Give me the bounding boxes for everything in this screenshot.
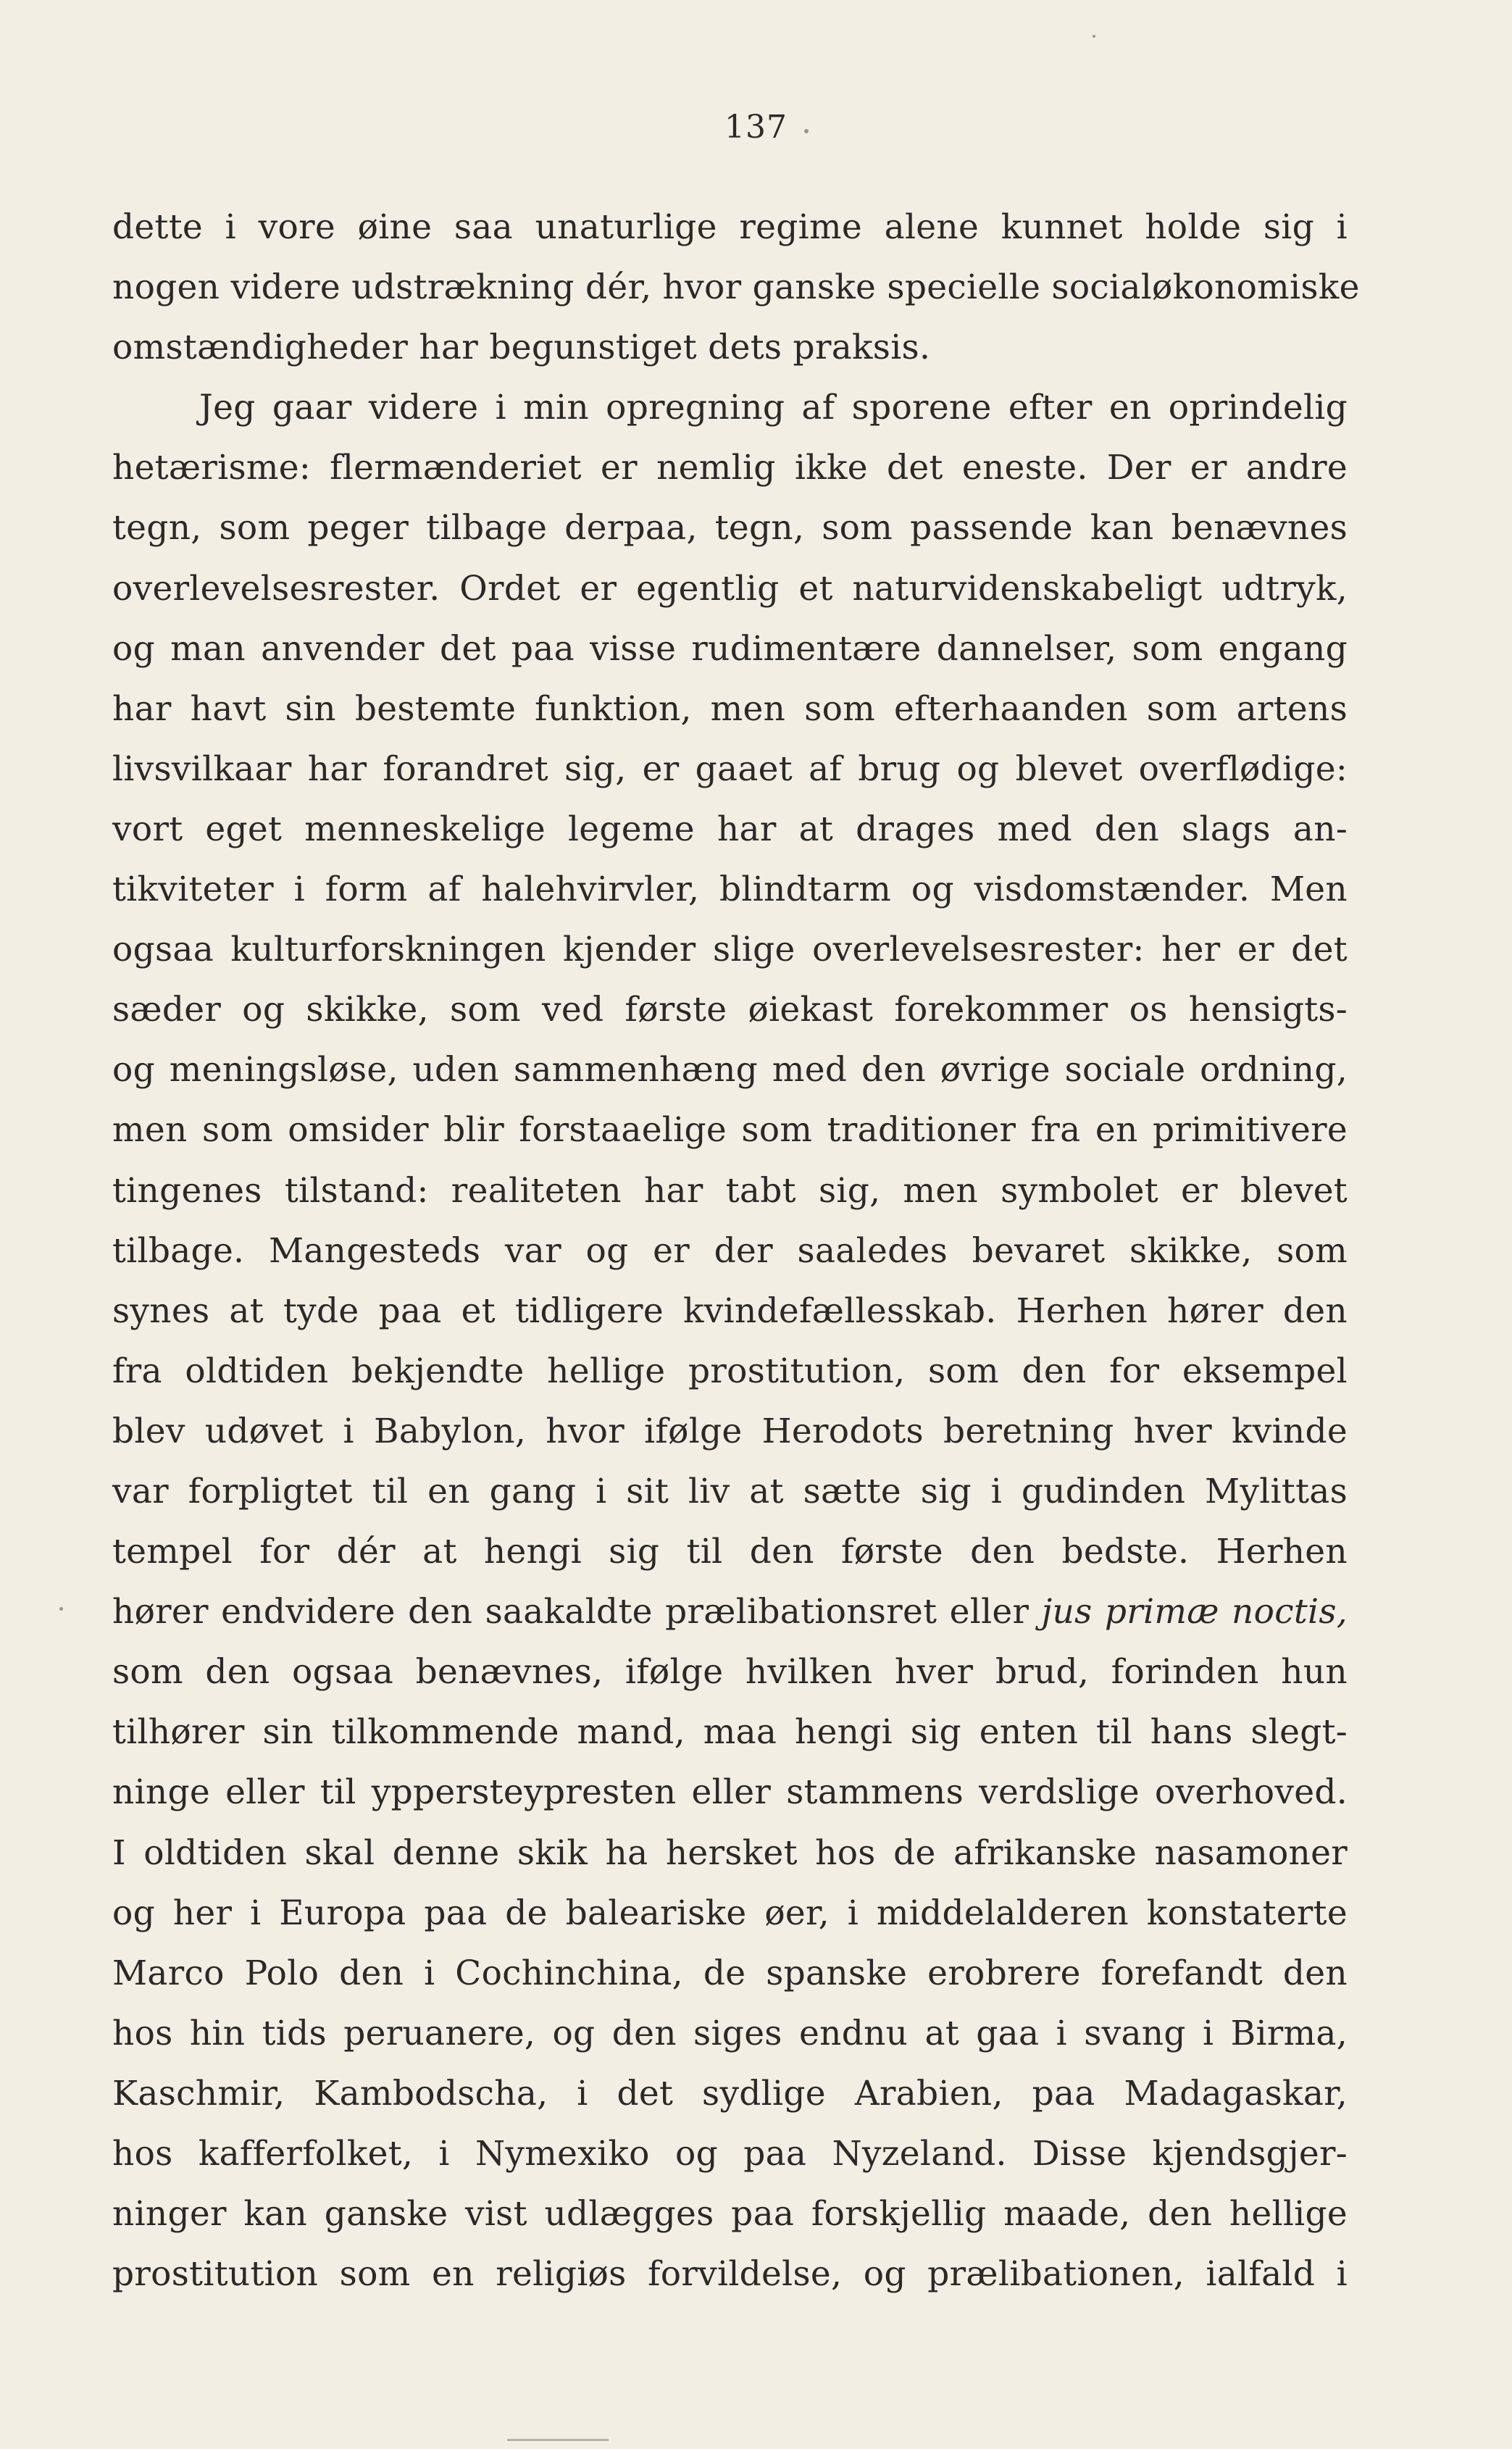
text-line: prostitution som en religiøs forvildelse, og prælibationen, ialfald i — [112, 2254, 1348, 2295]
text-line: og meningsløse, uden sammenhæng med den øvrige sociale ordning, — [112, 1050, 1348, 1090]
text-line: men som omsider blir forstaaelige som traditioner fra en primitivere — [112, 1110, 1348, 1151]
page-number: 137 — [724, 109, 788, 146]
text-line: hos hin tids peruanere, og den siges endnu at gaa i svang i Birma, — [112, 2013, 1348, 2053]
text-line: ninge eller til yppersteypresten eller stammens verdslige overhoved. — [112, 1772, 1348, 1813]
text-line: tempel for dér at hengi sig til den første den bedste. Herhen — [112, 1532, 1348, 1572]
text-line: blev udøvet i Babylon, hvor ifølge Herodots beretning hver kvinde — [112, 1411, 1348, 1451]
text-line: ogsaa kulturforskningen kjender slige overlevelsesrester: her er det — [112, 930, 1348, 970]
text-line: I oldtiden skal denne skik ha hersket hos de afrikanske nasamoner — [112, 1832, 1348, 1873]
text-line: tilbage. Mangesteds var og er der saaledes bevaret skikke, som — [112, 1230, 1348, 1271]
text-line: overlevelsesrester. Ordet er egentlig et naturvidenskabeligt udtryk, — [112, 568, 1348, 609]
text-line: Kaschmir, Kambodscha, i det sydlige Arabien, paa Madagaskar, — [112, 2073, 1348, 2114]
text-line: og her i Europa paa de baleariske øer, i middelalderen konstaterte — [112, 1893, 1348, 1933]
text-line: ninger kan ganske vist udlægges paa forskjellig maade, den hellige — [112, 2194, 1348, 2235]
paper-speck — [804, 129, 809, 133]
italic-phrase: jus primæ noctis, — [1041, 1592, 1348, 1632]
text-span: hører endvidere den saakaldte prælibationsret eller — [112, 1592, 1029, 1632]
text-line: omstændigheder har begunstiget dets praksis. — [112, 327, 931, 368]
text-line: sæder og skikke, som ved første øiekast forekommer os hensigts- — [112, 990, 1348, 1030]
text-line: hetærisme: flermænderiet er nemlig ikke det eneste. Der er andre — [112, 448, 1348, 488]
text-line: har havt sin bestemte funktion, men som efterhaanden som artens — [112, 688, 1348, 729]
text-line: fra oldtiden bekjendte hellige prostitution, som den for eksempel — [112, 1351, 1348, 1391]
text-line: vort eget menneskelige legeme har at drages med den slags an- — [112, 809, 1348, 849]
body-text — [112, 197, 1360, 2304]
paragraph-first-line: Jeg gaar videre i min opregning af sporene efter en oprindelig — [199, 388, 1348, 428]
text-line: tilhører sin tilkommende mand, maa hengi sig enten til hans slegt- — [112, 1712, 1348, 1753]
text-line: nogen videre udstrækning dér, hvor ganske specielle socialøkonomiske — [112, 267, 1360, 308]
paper-speck — [1093, 35, 1095, 38]
text-line: tikviteter i form af halehvirvler, blindtarm og visdomstænder. Men — [112, 869, 1348, 910]
text-line: som den ogsaa benævnes, ifølge hvilken hver brud, forinden hun — [112, 1652, 1348, 1693]
text-line: og man anvender det paa visse rudimentære dannelser, som engang — [112, 628, 1348, 669]
page-edge-mark — [507, 2439, 609, 2441]
text-line: var forpligtet til en gang i sit liv at sætte sig i gudinden Mylittas — [112, 1471, 1348, 1511]
paper-speck — [59, 1607, 63, 1611]
text-line: tingenes tilstand: realiteten har tabt sig, men symbolet er blevet — [112, 1170, 1348, 1211]
text-line: hos kafferfolket, i Nymexiko og paa Nyzeland. Disse kjendsgjer- — [112, 2134, 1348, 2174]
text-line: Marco Polo den i Cochinchina, de spanske erobrere forefandt den — [112, 1953, 1348, 1993]
text-line: synes at tyde paa et tidligere kvindefællesskab. Herhen hører den — [112, 1290, 1348, 1331]
text-line: tegn, som peger tilbage derpaa, tegn, som passende kan benævnes — [112, 508, 1348, 548]
text-line: livsvilkaar har forandret sig, er gaaet af brug og blevet overflødige: — [112, 748, 1348, 789]
text-line: dette i vore øine saa unaturlige regime alene kunnet holde sig i — [112, 207, 1348, 247]
text-line-with-italic — [112, 1582, 1348, 1642]
